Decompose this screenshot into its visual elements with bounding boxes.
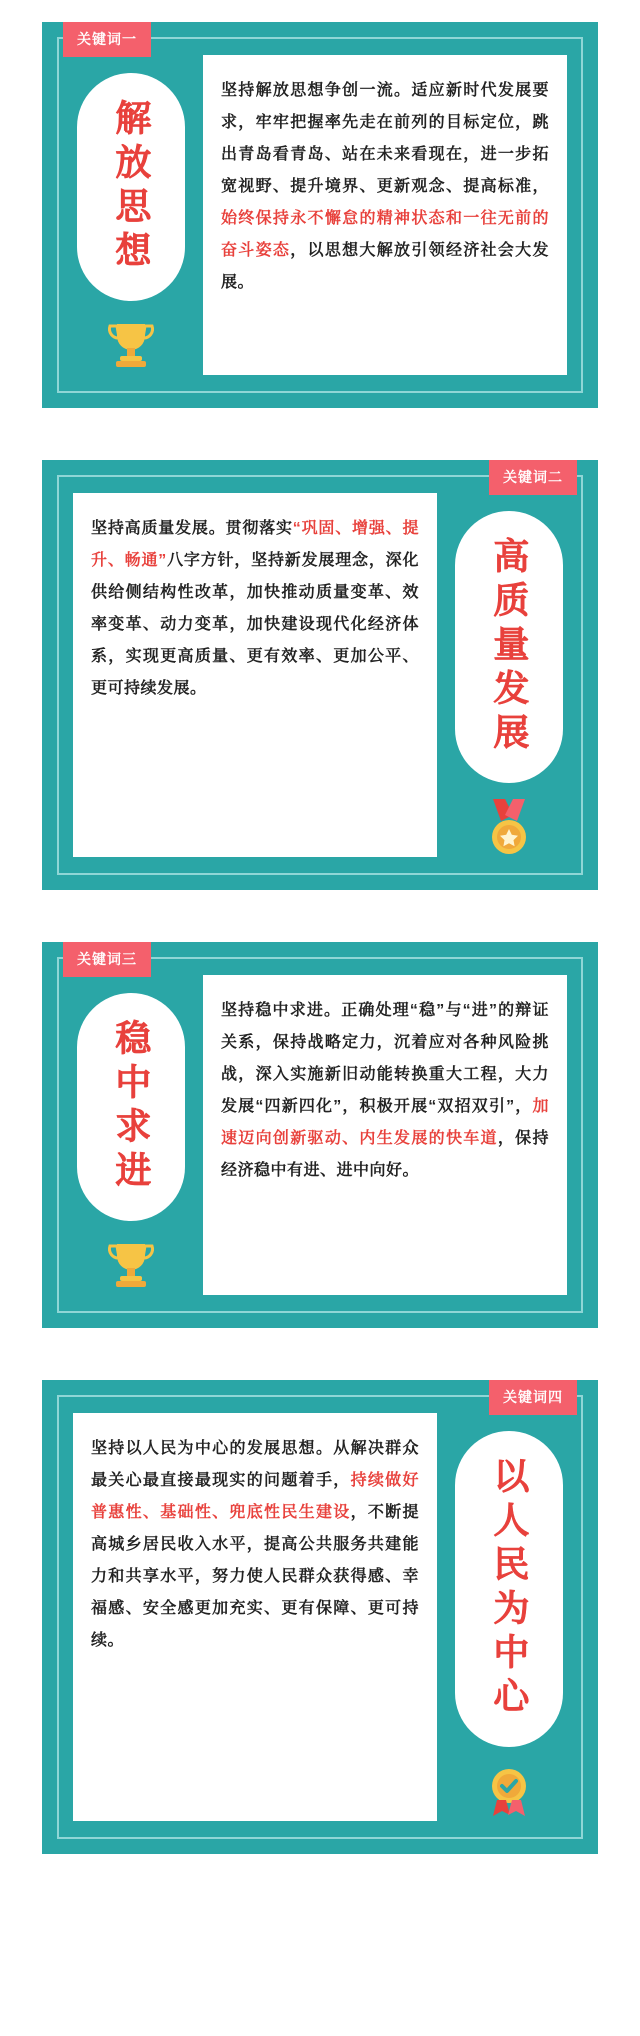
keyword-badge: 关键词四 [489,1380,577,1415]
rosette-icon [479,1759,539,1821]
keyword-card [42,460,598,890]
title-pill [455,1431,563,1747]
keyword-title: 解放思想 [110,99,152,275]
body-text: 坚持以人民为中心的发展思想。从解决群众最关心最直接最现实的问题着手， [91,1440,419,1489]
trophy-icon [101,313,161,375]
keyword-card-list [42,22,598,1854]
keyword-body-text [203,55,567,375]
body-text: ，保持经济稳中有进、进中向好。 [221,1130,549,1179]
medal-icon [479,795,539,857]
title-pill [455,511,563,783]
highlighted-text: “巩固、增强、提升、畅通” [91,520,419,569]
card-inner [57,1395,583,1839]
keyword-card [42,1380,598,1854]
title-column [73,975,189,1295]
keyword-badge: 关键词三 [63,942,151,977]
keyword-badge: 关键词二 [489,460,577,495]
keyword-badge: 关键词一 [63,22,151,57]
title-pill [77,73,185,301]
body-text: 坚持高质量发展。贯彻落实 [91,520,293,537]
keyword-title: 高质量发展 [488,537,530,757]
keyword-title: 稳中求进 [110,1019,152,1195]
highlighted-text: 持续做好普惠性、基础性、兜底性民生建设 [91,1472,419,1521]
trophy-icon [101,1233,161,1295]
keyword-body-text [203,975,567,1295]
title-pill [77,993,185,1221]
card-inner [57,37,583,393]
body-text: 坚持稳中求进。正确处理“稳”与“进”的辩证关系，保持战略定力，沉着应对各种风险挑战，深入实施新旧动能转换重大工程，大力发展“四新四化”，积极开展“双招双引”， [221,1002,549,1115]
highlighted-text: 始终保持永不懈怠的精神状态和一往无前的奋斗姿态 [221,210,549,259]
card-inner [57,957,583,1313]
title-column [451,1413,567,1821]
title-column [451,493,567,857]
keyword-card [42,22,598,408]
highlighted-text: 加速迈向创新驱动、内生发展的快车道 [221,1098,549,1147]
title-column [73,55,189,375]
keyword-title: 以人民为中心 [488,1457,530,1721]
card-inner [57,475,583,875]
body-text: ，以思想大解放引领经济社会大发展。 [221,242,549,291]
body-text: 八字方针，坚持新发展理念，深化供给侧结构性改革，加快推动质量变革、效率变革、动力变革，加快建设现代化经济体系，实现更高质量、更有效率、更加公平、更可持续发展。 [91,552,419,697]
keyword-card [42,942,598,1328]
keyword-body-text [73,493,437,857]
keyword-body-text [73,1413,437,1821]
body-text: 坚持解放思想争创一流。适应新时代发展要求，牢牢把握率先走在前列的目标定位，跳出青岛看青岛、站在未来看现在，进一步拓宽视野、提升境界、更新观念、提高标准， [221,82,549,195]
body-text: ，不断提高城乡居民收入水平，提高公共服务共建能力和共享水平，努力使人民群众获得感、幸福感、安全感更加充实、更有保障、更可持续。 [91,1504,419,1649]
